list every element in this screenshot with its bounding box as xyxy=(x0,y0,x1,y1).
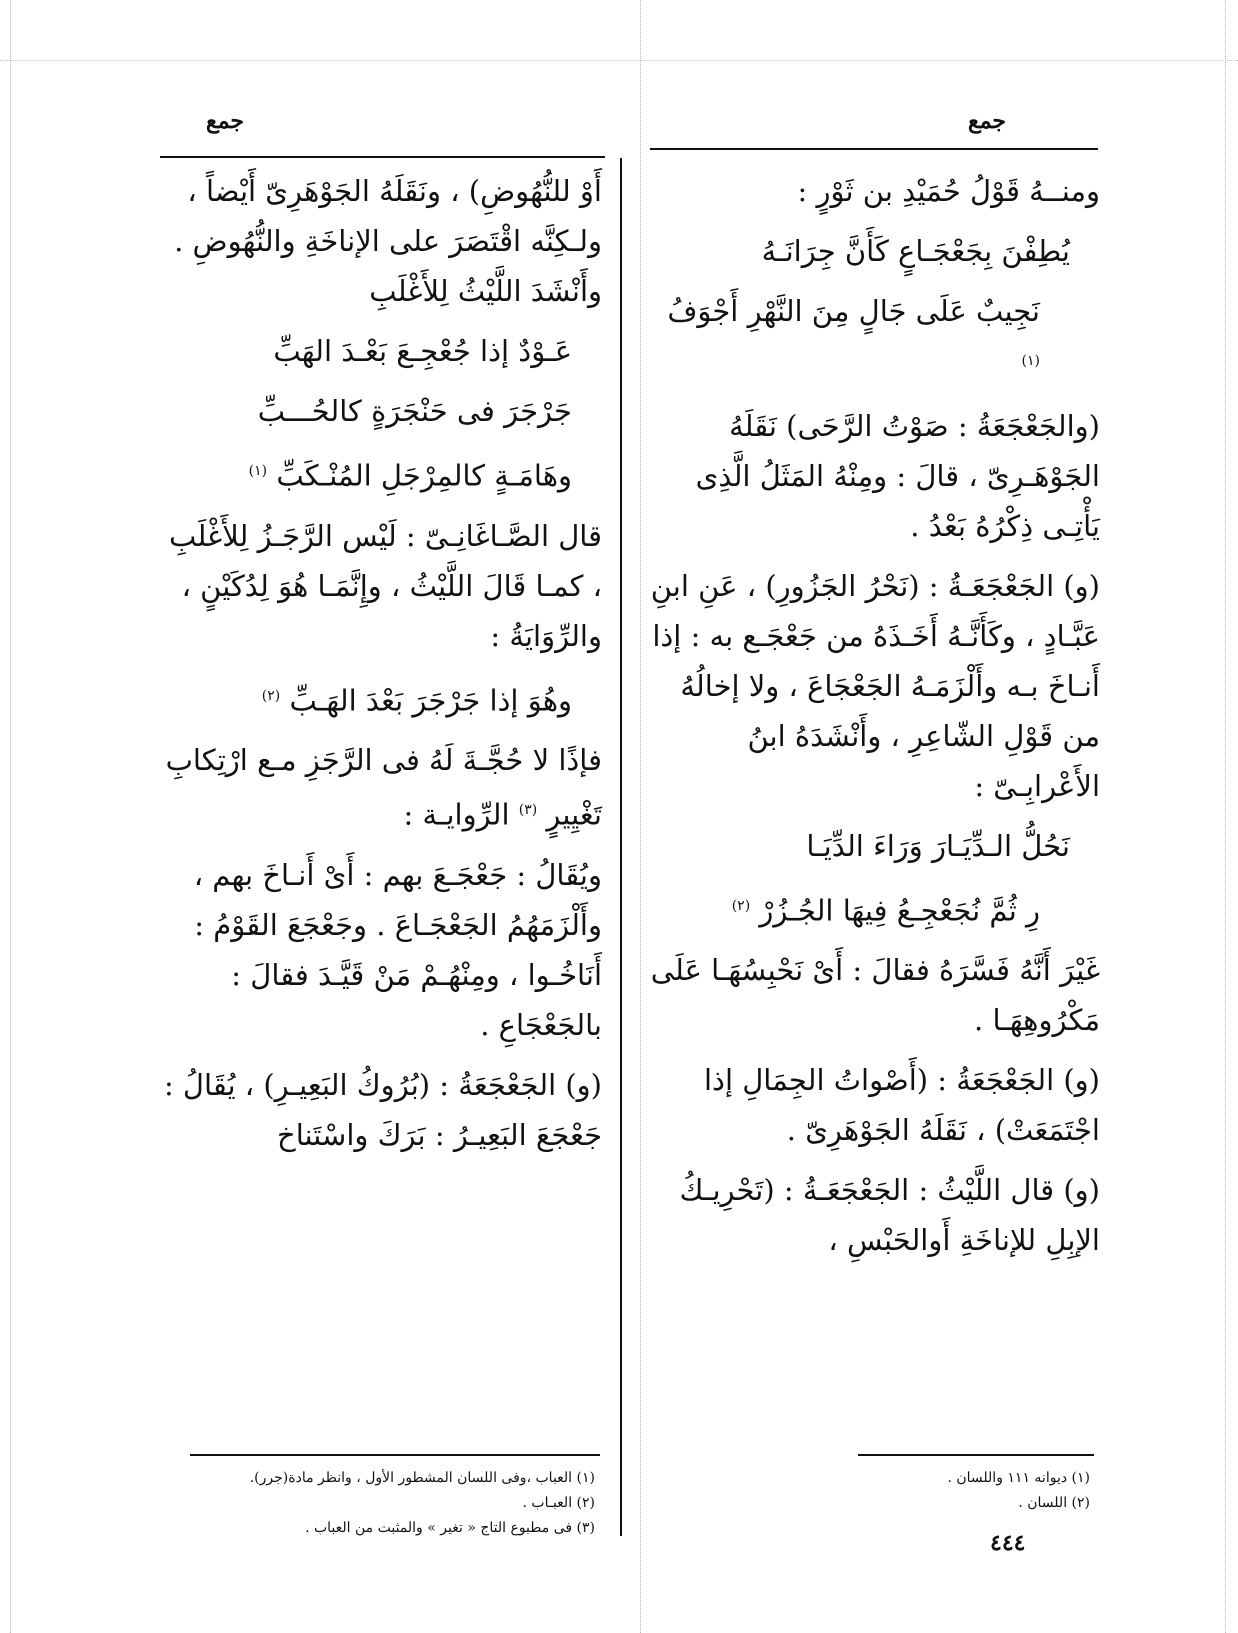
verse-line: رِ ثُمَّ نُجَعْجِـعُ فِيهَا الجُـزُرْ $^{(٢)}$ xyxy=(731,893,1040,928)
left-column xyxy=(160,166,602,1170)
paragraph: قال الصَّـاغَانِـىّ : لَيْس الرَّجَـزُ لِلأَغْلَبِ ، كمـا قَالَ اللَّيْثُ ، وإِنَّمَـا هُوَ لِدُكَيْنٍ ، والرِّوَايَةُ : xyxy=(168,518,602,653)
footnote-rule-left xyxy=(190,1454,600,1456)
paragraph: (و) الجَعْجَعَةُ : (بُرُوكُ البَعِيـرِ) ، يُقَالُ : جَعْجَعَ البَعِيـرُ : بَرَكَ واسْتَناخ xyxy=(163,1067,602,1152)
footnote: (١) العباب ،وفى اللسان المشطور الأول ، وانظر مادة(جرر). xyxy=(249,1470,595,1486)
verse-line: وهَامَـةٍ كالمِرْجَلِ المُنْـكَبِّ $^{(١)}$ xyxy=(248,458,572,493)
paragraph: فإذًا لا حُجَّـةَ لَهُ فى الرَّجَزِ مـع ارْتِكابِ تَغْيِيرٍ $^{(٣)}$ الرِّوايـة : xyxy=(165,743,602,832)
page-number: ٤٤٤ xyxy=(990,1530,1026,1556)
footnote-marker: (١) xyxy=(248,463,268,479)
paragraph: (و) الجَعْجَعَـةُ : (نَحْرُ الجَزُورِ) ، عَنِ ابنِ عَبَّـادٍ ، وكَأَنَّـهُ أَخَـذَهُ من جَعْجَـع به : إذا أَنـاخَ بـه وأَلْزَمَـهُ الجَعْجَاعَ ، ولا إخالُهُ من قَوْلِ الشّاعِرِ ، وأَنْشَدَهُ ابنُ الأَعْرابِـىّ : xyxy=(650,568,1100,803)
footnote-marker: (٣) xyxy=(518,802,538,819)
column-divider xyxy=(620,158,622,1536)
paragraph: ومنــهُ قَوْلُ حُمَيْدِ بن ثَوْرٍ : xyxy=(797,174,1100,208)
footnote: (١) ديوانه ١١١ واللسان . xyxy=(947,1470,1090,1486)
header-left-word: جمع xyxy=(206,108,245,134)
right-column xyxy=(650,166,1100,1275)
verse-line: يُطِفْنَ بِجَعْجَـاعٍ كَأَنَّ جِرَانَـهُ xyxy=(761,234,1070,268)
verse-line: نَجِيبٌ عَلَى جَالٍ مِنَ النَّهْرِ أَجْوَفُ $^{(١)}$ xyxy=(667,294,1040,369)
scan-guide-line xyxy=(1225,0,1226,1633)
scan-guide-line xyxy=(640,0,641,1633)
footnote: (٢) اللسان . xyxy=(1018,1495,1090,1511)
footnote-marker: (١) xyxy=(1021,353,1040,369)
header-rule-left xyxy=(160,156,605,158)
paragraph: غَيْرَ أَنَّهُ فَسَّرَهُ فقالَ : أَىْ نَحْبِسُهَـا عَلَى مَكْرُوهِهَـا . xyxy=(650,953,1100,1038)
verse-line: نَحُلُّ الـدِّيَـارَ وَرَاءَ الدِّيَـا xyxy=(806,828,1070,863)
footnotes-right xyxy=(860,1466,1090,1516)
footnote: (٢) العبـاب . xyxy=(522,1495,595,1511)
header-rule-right xyxy=(650,148,1098,150)
footnote-marker: (٢) xyxy=(261,687,281,704)
verse-line: عَـوْدٌ إذا جُعْجِـعَ بَعْـدَ الهَبِّ xyxy=(273,334,572,368)
footnote: (٣) فى مطبوع التاج « تغير » والمثبت من العباب . xyxy=(305,1520,595,1536)
paragraph: (و) الجَعْجَعَةُ : (أَصْواتُ الجِمَالِ إذا اجْتَمَعَتْ) ، نَقَلَهُ الجَوْهَرِىّ . xyxy=(703,1063,1100,1148)
scan-guide-line xyxy=(0,60,1238,61)
paragraph: (والجَعْجَعَةُ : صَوْتُ الرَّحَى) نَقَلَهُ الجَوْهَـرِىّ ، قالَ : ومِنْهُ المَثَلُ الَّذِى يَأْتِـى ذِكْرُهُ بَعْدُ . xyxy=(695,408,1100,543)
verse-line: جَرْجَرَ فى حَنْجَرَةٍ كالحُـــبِّ xyxy=(257,394,572,428)
paragraph: ويُقَالُ : جَعْجَـعَ بهم : أَىْ أَنـاخَ بهم ، وأَلْزَمَهُمُ الجَعْجَـاعَ . وجَعْجَعَ القَوْمُ : أَنَاخُـوا ، ومِنْهُـمْ مَنْ قَيَّـدَ فقالَ : بالجَعْجَاعِ . xyxy=(193,857,602,1042)
header-right-word: جمع xyxy=(968,108,1007,134)
paragraph: أَوْ للنُّهُوضِ) ، ونَقَلَهُ الجَوْهَرِىّ أَيْضاً ، ولـكِنَّه اقْتَصَرَ على الإناخَةِ والنُّهُوضِ . وأَنْشَدَ اللَّيْثُ لِلأَغْلَبِ xyxy=(174,174,602,308)
footnotes-left xyxy=(200,1466,595,1541)
verse-line: وهُوَ إذا جَرْجَرَ بَعْدَ الهَـبِّ $^{(٢)}$ xyxy=(261,683,572,718)
footnote-marker: (٢) xyxy=(731,897,751,914)
paragraph: (و) قال اللَّيْثُ : الجَعْجَعَـةُ : (تَحْرِيـكُ الإبِلِ للإناخَةِ أَوالحَبْسِ ، xyxy=(679,1173,1100,1258)
scan-guide-line xyxy=(10,0,11,1633)
footnote-rule-right xyxy=(858,1454,1094,1456)
